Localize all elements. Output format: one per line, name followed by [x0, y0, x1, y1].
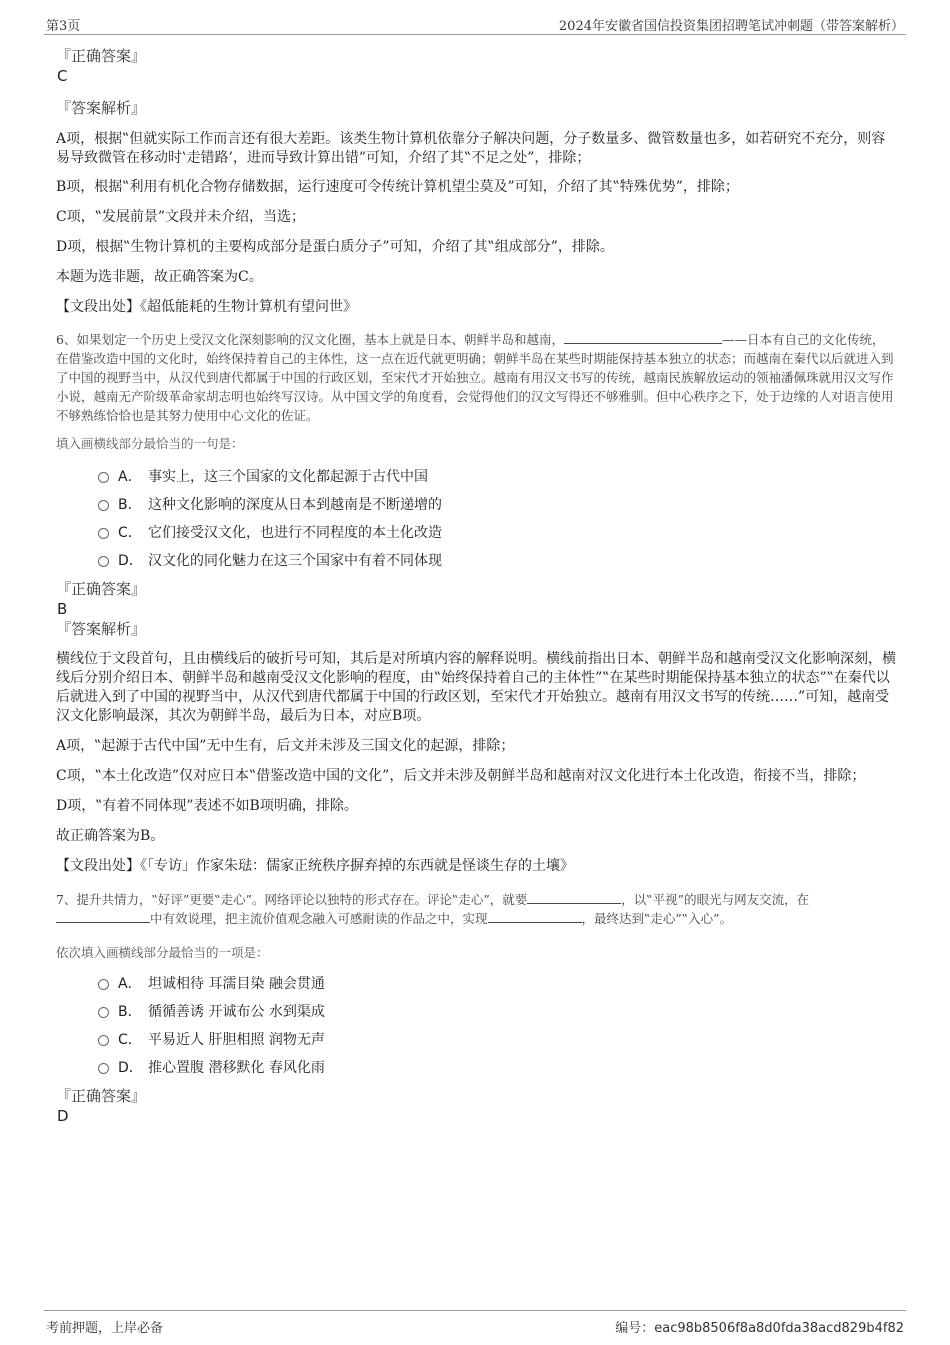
- q7-stem: 7、提升共情力，‟好评”更要‟走心”。网络评论以独特的形式存在。评论‟走心”，就要 ，以‟平视”的眼光与网友交流，在 中有效说理，把主流价值观念融入可感耐读的作品之中，实现 ，最终达到‟走心”‟入心”。: [56, 892, 810, 926]
- radio-icon[interactable]: [98, 500, 109, 511]
- q5-analysis-label: 『答案解析』: [56, 99, 147, 117]
- q5-source-title: 《超低能耗的生物计算机有望问世》: [140, 299, 357, 315]
- radio-icon[interactable]: [98, 472, 109, 483]
- q7-blank-1: [527, 891, 621, 904]
- q6-answer-label: 『正确答案』: [56, 580, 147, 598]
- q7-option-b[interactable]: B． 循循善诱 开诚布公 水到渠成: [56, 1002, 896, 1030]
- q7-answer: D: [57, 1107, 69, 1125]
- q5-answer-label: 『正确答案』: [56, 47, 147, 65]
- q7-option-a[interactable]: A． 坦诚相待 耳濡目染 融会贯通: [56, 974, 896, 1002]
- q6-analysis-d: D项，‟有着不同体现”表述不如B项明确，排除。: [56, 798, 358, 814]
- q6-blank: [564, 331, 722, 344]
- q6-option-d[interactable]: D． 汉文化的同化魅力在这三个国家中有着不同体现: [56, 551, 896, 579]
- q6-answer: B: [57, 600, 68, 618]
- q5-source: [56, 297, 896, 317]
- q6-analysis-a: A项，‟起源于古代中国”无中生有，后文并未涉及三国文化的起源，排除；: [56, 738, 515, 754]
- q7-blank-3: [488, 910, 582, 923]
- q5-analysis-a: A项，根据‟但就实际工作而言还有很大差距。该类生物计算机依靠分子解决问题，分子数量多、微管数量也多，如若研究不充分，则容易导致微管在移动时‛走错路’，进而导致计算出错”可知，介绍了其‟不足之处”，排除；: [56, 131, 886, 166]
- q5-analysis-c: C项，‟发展前景”文段并未介绍，当选；: [56, 209, 306, 225]
- q6-prompt: 填入画横线部分最恰当的一句是：: [56, 436, 244, 451]
- q6-option-a[interactable]: A． 事实上，这三个国家的文化都起源于古代中国: [56, 467, 896, 495]
- q6-source: [56, 856, 896, 876]
- radio-icon[interactable]: [98, 1007, 109, 1018]
- q5-conclusion: 本题为选非题，故正确答案为C。: [56, 269, 263, 285]
- q6-analysis-c: C项，‟本土化改造”仅对应日本‟借鉴改造中国的文化”，后文并未涉及朝鲜半岛和越南对汉文化进行本土化改造，衔接不当，排除；: [56, 768, 866, 784]
- q6-analysis-label: 『答案解析』: [56, 620, 147, 638]
- q6-stem: 6、如果划定一个历史上受汉文化深刻影响的汉文化圈，基本上就是日本、朝鲜半岛和越南， ——日本有自己的文化传统，在借鉴改造中国的文化时，始终保持着自己的主体性，这一点在近代就更明确；朝鲜半岛在某些时期能保持基本独立的状态；而越南在秦代以后就进入到了中国的视野当中，从汉代到唐代都属于中国的行政区划，至宋代才开始独立。越南有用汉文书写的传统，越南民族解放运动的领袖潘佩珠就用汉文写作小说，越南无产阶级革命家胡志明也始终写汉诗。从中国文学的角度看，会觉得他们的汉文写得还不够雅驯。但中心秩序之下，处于边缘的人对语言使用不够熟练恰恰也是其努力使用中心文化的佐证。: [56, 332, 894, 423]
- q5-analysis-b: B项，根据‟利用有机化合物存储数据，运行速度可令传统计算机望尘莫及”可知，介绍了其‟特殊优势”，排除；: [56, 179, 739, 195]
- q5-answer: C: [57, 67, 68, 85]
- page-header: [44, 12, 906, 35]
- q7-option-d[interactable]: D． 推心置腹 潜移默化 春风化雨: [56, 1058, 896, 1086]
- q6-source-label: 【文段出处】: [56, 858, 140, 874]
- page-footer: [44, 1310, 906, 1341]
- q6-source-title: 《「专访」作家朱琺：儒家正统秩序摒弃掉的东西就是怪谈生存的土壤》: [140, 858, 574, 874]
- q6-analysis-main: 横线位于文段首句，且由横线后的破折号可知，其后是对所填内容的解释说明。横线前指出日本、朝鲜半岛和越南受汉文化影响深刻，横线后分别介绍日本、朝鲜半岛和越南受汉文化影响的程度，由‟始终保持着自己的主体性”‟在某些时期能保持基本独立的状态”‟在秦代以后就进入到了中国的视野当中，从汉代到唐代都属于中国的行政区划，至宋代才开始独立。越南有用汉文书写的传统……”可知，越南受汉文化影响最深，其次为朝鲜半岛，最后为日本，对应B项。: [56, 651, 896, 724]
- q7-blank-2: [56, 910, 150, 923]
- q7-prompt: 依次填入画横线部分最恰当的一项是：: [56, 945, 269, 960]
- q7-option-c[interactable]: C． 平易近人 肝胆相照 润物无声: [56, 1030, 896, 1058]
- q7-answer-label: 『正确答案』: [56, 1087, 147, 1105]
- document-title: 2024年安徽省国信投资集团招聘笔试冲刺题（带答案解析）: [558, 19, 904, 34]
- q5-analysis-d: D项，根据‟生物计算机的主要构成部分是蛋白质分子”可知，介绍了其‟组成部分”，排除。: [56, 239, 614, 255]
- q6-conclusion: 故正确答案为B。: [56, 828, 165, 844]
- footer-code: 编号：eac98b8506f8a8d0fda38acd829b4f82: [615, 1321, 904, 1336]
- q5-source-label: 【文段出处】: [56, 299, 140, 315]
- radio-icon[interactable]: [98, 528, 109, 539]
- radio-icon[interactable]: [98, 1063, 109, 1074]
- q6-option-c[interactable]: C． 它们接受汉文化，也进行不同程度的本土化改造: [56, 523, 896, 551]
- radio-icon[interactable]: [98, 1035, 109, 1046]
- document-body: [56, 46, 896, 1126]
- page-number: 第3页: [46, 19, 81, 34]
- q6-option-b[interactable]: B． 这种文化影响的深度从日本到越南是不断递增的: [56, 495, 896, 523]
- radio-icon[interactable]: [98, 556, 109, 567]
- radio-icon[interactable]: [98, 979, 109, 990]
- footer-slogan: 考前押题，上岸必备: [46, 1321, 164, 1336]
